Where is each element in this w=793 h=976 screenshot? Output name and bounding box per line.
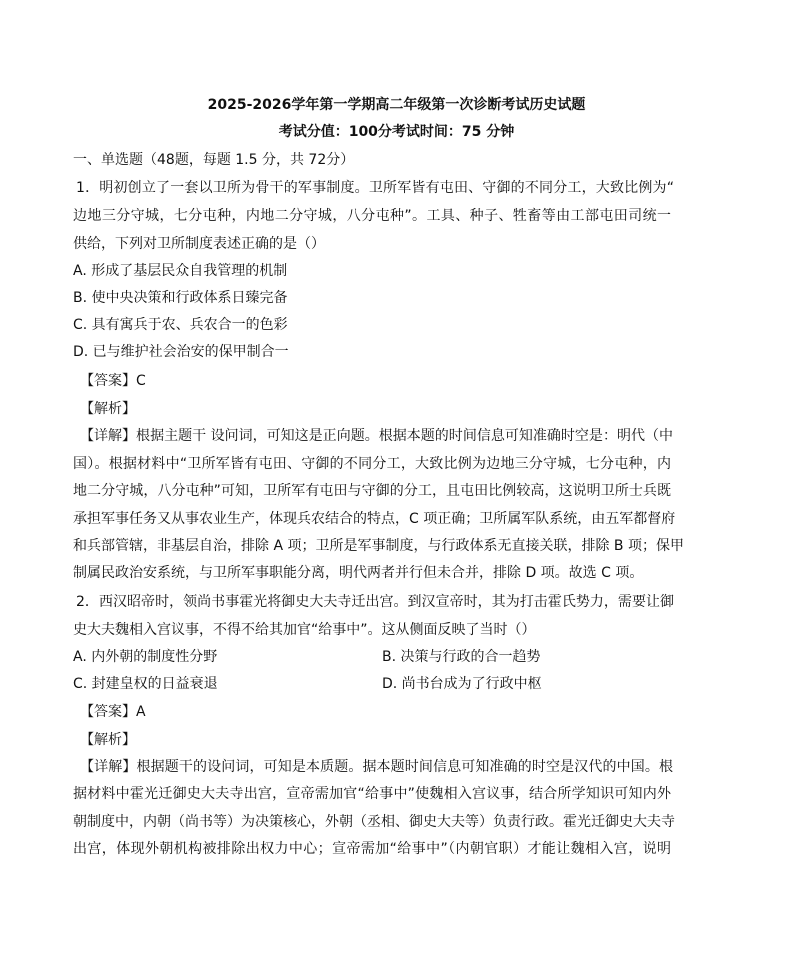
detail-text: 【详解】根据题干的设问词，可知是本质题。据本题时间信息可知准确的时空是汉代的中国。根 <box>80 759 673 775</box>
option-b: B. 决策与行政的合一趋势 <box>382 649 541 665</box>
answer-label: 【答案】A <box>80 704 146 720</box>
detail-line: 制属民政治安系统，与卫所军事职能分离，明代两者并行但未合并，排除 D 项。故选 C 项。 <box>73 565 644 581</box>
detail-text: 承担军事任务又从事农业生产，体现兵农结合的特点，C 项正确；卫所属军队系统，由五军都督府 <box>73 511 676 527</box>
exam-title: 2025-2026学年第一学期高二年级第一次诊断考试历史试题 <box>207 97 586 113</box>
question-stem-text: 1．明初创立了一套以卫所为骨干的军事制度。卫所军皆有屯田、守御的不同分工，大致比例为“ <box>76 180 674 196</box>
exam-subtitle: 考试分值：100分考试时间：75 分钟 <box>278 124 515 140</box>
option-d: D. 尚书台成为了行政中枢 <box>382 676 542 692</box>
detail-line <box>80 757 673 777</box>
option-a: A. 形成了基层民众自我管理的机制 <box>73 263 288 279</box>
question-stem-text: 2．西汉昭帝时，领尚书事霍光将御史大夫寺迁出宫。到汉宣帝时，其为打击霍氏势力，需要让御 <box>76 594 674 610</box>
analysis-label: 【解析】 <box>80 732 136 748</box>
detail-text: 国）。根据材料中“卫所军皆有屯田、守御的不同分工，大致比例为边地三分守城，七分屯种，内 <box>73 456 671 472</box>
question-stem-line: 供给，下列对卫所制度表述正确的是（） <box>73 236 325 252</box>
analysis-label: 【解析】 <box>80 401 136 417</box>
detail-text: 和兵部管辖，非基层自治，排除 A 项；卫所是军事制度，与行政体系无直接关联，排除 B 项；保甲 <box>73 538 684 554</box>
detail-line <box>73 481 671 501</box>
question-stem-line <box>76 592 674 612</box>
detail-text: 朝制度中，内朝（尚书等）为决策核心，外朝（丞相、御史大夫等）负责行政。霍光迁御史大夫寺 <box>73 814 675 830</box>
detail-line <box>73 536 684 556</box>
detail-line <box>80 426 673 446</box>
option-a: A. 内外朝的制度性分野 <box>73 649 218 665</box>
option-b: B. 使中央决策和行政体系日臻完备 <box>73 290 288 306</box>
detail-line <box>73 454 671 474</box>
option-c: C. 具有寓兵于农、兵农合一的色彩 <box>73 317 288 333</box>
question-stem-line: 史大夫魏相入宫议事，不得不给其加官“给事中”。这从侧面反映了当时（） <box>73 622 536 638</box>
question-stem-line <box>76 178 674 198</box>
detail-text: 【详解】根据主题干 设问词，可知这是正向题。根据本题的时间信息可知准确时空是：明代（中 <box>80 428 673 444</box>
detail-line <box>73 509 676 529</box>
detail-text: 地二分守城，八分屯种”可知，卫所军有屯田与守御的分工，且屯田比例较高，这说明卫所士兵既 <box>73 483 671 499</box>
answer-label: 【答案】C <box>80 373 146 389</box>
option-c: C. 封建皇权的日益衰退 <box>73 676 218 692</box>
option-d: D. 已与维护社会治安的保甲制合一 <box>73 344 289 360</box>
question-stem-text: 边地三分守城，七分屯种，内地二分守城，八分屯种”。工具、种子、牲畜等由工部屯田司统一 <box>73 208 671 224</box>
question-stem-line <box>73 206 671 226</box>
detail-text: 据材料中霍光迁御史大夫寺出宫，宣帝需加官“给事中”使魏相入宫议事，结合所学知识可知内外 <box>73 786 671 802</box>
section-heading: 一、单选题（48题，每题 1.5 分，共 72分） <box>73 152 355 168</box>
detail-line <box>73 839 671 859</box>
detail-line <box>73 784 671 804</box>
detail-line <box>73 812 675 832</box>
detail-text: 出宫，体现外朝机构被排除出权力中心；宣帝需加“给事中”（内朝官职）才能让魏相入宫，说明 <box>73 841 671 857</box>
